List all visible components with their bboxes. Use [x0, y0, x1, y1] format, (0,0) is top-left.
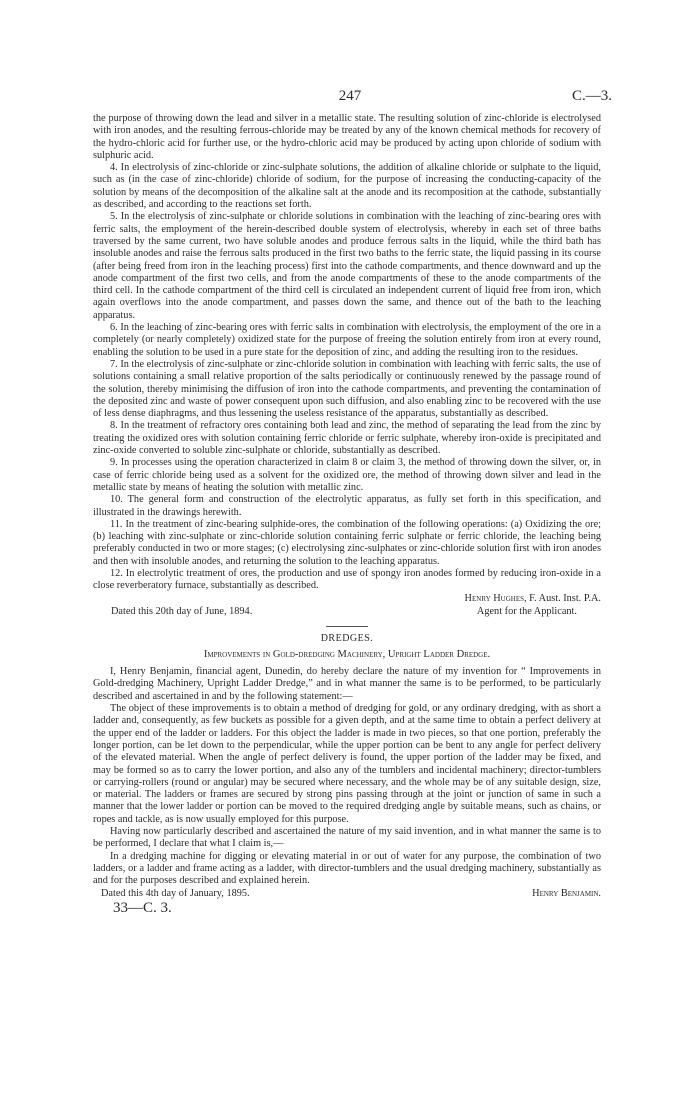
section-heading: DREDGES. [320, 632, 374, 644]
claim-6: 6. In the leaching of zinc-bearing ores with ferric salts in combination with electrolysis, the employment of the ore in a completely (or nearly completely) oxidized state for the purpose of freeing the solution entirely from iron at every round, enabling the solution to be used in a pure state for the deposition of zinc, and adding the resulting iron to the residues. [93, 322, 601, 358]
claim-11: 11. In the treatment of zinc-bearing sulphide-ores, the combination of the following operations: (a) Oxidizing the ore; (b) leaching with zinc-sulphate or zinc-chloride solution containing ferric sulphate or ferric chloride, the leaching being preferably conducted in two or more stages; (c) electrolysing zinc-sulphates or zinc-chloride solution first with iron anodes and then with insoluble anodes, and returning the solution to the leaching apparatus. [93, 518, 601, 567]
document-reference: C.—3. [571, 88, 612, 104]
signature-mark: 33—C. 3. [113, 899, 172, 916]
claim-7: 7. In the electrolysis of zinc-sulphate or zinc-chloride solution in combination with leaching with ferric salts, the use of solutions containing a small relative proportion of the salts periodically or continuously renewed by the passage round of the solution, thereby minimising the diffusion of iron into the cathode compartments, and preventing the contamination of the deposited zinc and waste of power consequent upon such diffusion, and also enabling zinc to be recovered with the use of less dense diaphragms, and thus lessening the useless resistance of the apparatus, substantially as described. [93, 358, 601, 420]
claim-9: 9. In processes using the operation characterized in claim 8 or claim 3, the method of throwing down the silver, or, in case of ferric chloride being used as a solvent for the oxidized ore, the method of throwing down silver and lead in the metallic state by means of heating the solution with metallic zinc. [93, 457, 601, 493]
section-subheading: Improvements in Gold-dredging Machinery, Upright Ladder Dredge. [203, 648, 491, 660]
signature-1-date-row [93, 606, 601, 619]
signature-1-date: Dated this 20th day of June, 1894. [111, 605, 253, 617]
claim-4: 4. In electrolysis of zinc-chloride or zinc-sulphate solutions, the addition of alkaline chloride or sulphate to the liquid, such as (in the case of zinc-chloride) chloride of sodium, for the purpose of increasing the conducting-capacity of the solution by means of the decomposition of the alkaline salt at the anode and its recomposition at the cathode, substantially as described, and according to the reactions set forth. [93, 162, 601, 211]
signature-1-role: Agent for the Applicant. [476, 605, 577, 617]
claim-12: 12. In electrolytic treatment of ores, the production and use of spongy iron anodes formed by reducing iron-oxide in a close reverberatory furnace, substantially as described. [93, 567, 601, 592]
specification-claim-preamble: Having now particularly described and ascertained the nature of my said invention, and in what manner the same is to be performed, I declare that what I claim is,— [93, 826, 601, 850]
section-divider [326, 626, 368, 627]
signature-1 [465, 593, 601, 605]
signature-1-name: Henry Hughes [464, 592, 524, 604]
page-number: 247 [338, 88, 362, 104]
signature-2-row [93, 888, 601, 901]
signature-1-name-row [93, 593, 601, 606]
specification-description: The object of these improvements is to obtain a method of dredging for gold, or any ordinary dredging, with as short a ladder and, consequently, as few buckets as possible for a given depth, and at the same time to obtain a perfect delivery at the upper end of the ladder or ladders. For this object the ladder is made in two pieces, so that one portion, preferably the longer portion, can be let down to the perpendicular, while the upper portion can be bent to any angle for perfect delivery of the elevated material. When the angle of perfect delivery is found, the upper portion of the ladder may be fixed, and may be formed so as to carry the lower portion, and also any of the tumblers and incidental machinery; director-tumblers or carrying-rollers (round or angular) may be secured where necessary, and the whole may be of any suitable design, size, or material. The ladders or frames are secured by strong pins passing through at the joint or junction of same in such a manner that the lower ladder or portion can be moved to the required dredging angle by suitable means, such as chains, or ropes and tackle, as is now usually employed for this purpose. [93, 703, 601, 825]
signature-2-name: Henry Benjamin. [532, 887, 601, 899]
claim-5: 5. In the electrolysis of zinc-sulphate or chloride solutions in combination with the leaching of zinc-bearing ores with ferric salts, the employment of the herein-described double system of electrolysis, whereby in each set of three baths traversed by the same current, two have soluble anodes and produce ferrous salts in the liquid, while the third bath has insoluble anodes and raise the ferrous salts produced in the first two baths to the ferric state, the liquid passing in its course (after being freed from iron in the leaching process) first into the cathode compartments, and thence downward and up the anode compartment of the first two cells, and from the anode compartments of these to the anode compartments of the third cell. In the cathode compartment of the third cell is circulated an independent current of liquid free from iron, which again overflows into the anode compartment, and passes down the same, and thence out of the bath to the leaching apparatus. [93, 211, 601, 321]
specification-intro: I, Henry Benjamin, financial agent, Dunedin, do hereby declare the nature of my invention for “ Improvements in Gold-dredging Machinery, Upright Ladder Dredge,” and in what manner the same is to be performed, to be particularly described and ascertained in and by the following statement:— [93, 666, 601, 702]
document-body [93, 113, 601, 914]
claim-10: 10. The general form and construction of the electrolytic apparatus, as fully set forth in this specification, and illustrated in the drawings herewith. [93, 494, 601, 518]
specification-claim: In a dredging machine for digging or elevating material in or out of water for any purpose, the combination of two ladders, or a ladder and frame acting as a ladder, with director-tumblers and the usual dredging machinery, substantially as and for the purposes described and explained herein. [93, 850, 601, 887]
signature-2-date: Dated this 4th day of January, 1895. [101, 887, 250, 899]
claim-8: 8. In the treatment of refractory ores containing both lead and zinc, the method of separating the lead from the zinc by treating the oxidized ores with solution containing ferric chloride or ferric sulphate, whereby iron-oxide is precipitated and zinc-oxide converted to soluble zinc-sulphate or chloride, substantially as described. [93, 420, 601, 457]
claim-3-continuation: the purpose of throwing down the lead and silver in a metallic state. The resulting solution of zinc-chloride is electrolysed with iron anodes, and the resulting ferrous-chloride may be treated by any of the known chemical methods for recovery of the hydro-chloric acid for further use, or the hydro-chloric acid may be produced by acting upon chloride of sodium with sulphuric acid. [93, 113, 601, 161]
signature-1-credentials: , F. Aust. Inst. P.A. [524, 592, 601, 604]
